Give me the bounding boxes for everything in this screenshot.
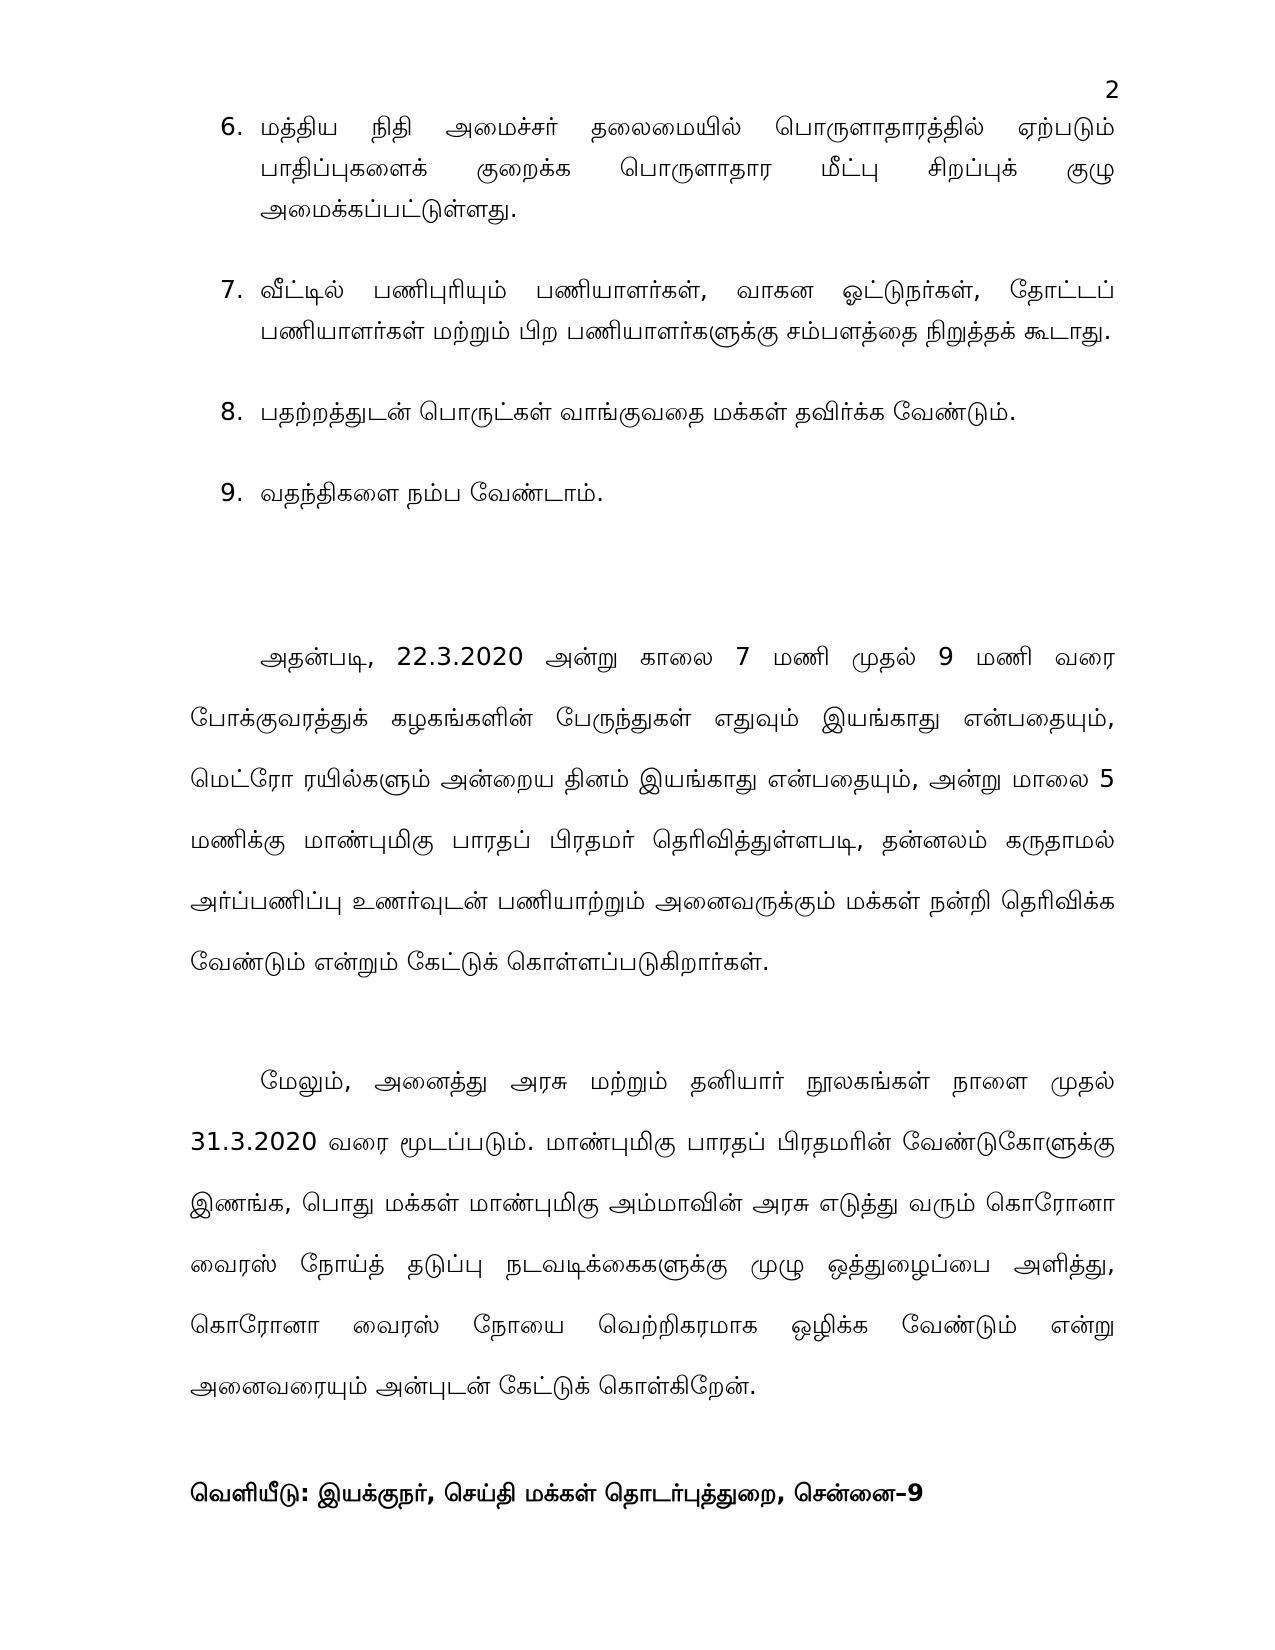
list-item-number: 8. [220, 397, 244, 426]
list-item-number: 6. [220, 112, 244, 141]
list-item-number: 9. [220, 478, 244, 507]
footer-release-line: வெளியீடு: இயக்குநர், செய்தி மக்கள் தொடர்புத்துறை, சென்னை–9 [190, 1479, 924, 1507]
body-paragraph-1: அதன்படி, 22.3.2020 அன்று காலை 7 மணி முதல் 9 மணி வரை போக்குவரத்துக் கழகங்களின் பேருந்துகள் எதுவும் இயங்காது என்பதையும், மெட்ரோ ரயில்களும் அன்றைய தினம் இயங்காது என்பதையும், அன்று மாலை 5 மணிக்கு மாண்புமிகு பாரதப் பிரதமர் தெரிவித்துள்ளபடி, தன்னலம் கருதாமல் அர்ப்பணிப்பு உணர்வுடன் பணியாற்றும் அனைவருக்கும் மக்கள் நன்றி தெரிவிக்க வேண்டும் என்றும் கேட்டுக் கொள்ளப்படுகிறார்கள். [190, 642, 1115, 976]
numbered-list [220, 106, 1115, 513]
body-paragraph-2: மேலும், அனைத்து அரசு மற்றும் தனியார் நூலகங்கள் நாளை முதல் 31.3.2020 வரை மூடப்படும். மாண்புமிகு பாரதப் பிரதமரின் வேண்டுகோளுக்கு இணங்க, பொது மக்கள் மாண்புமிகு அம்மாவின் அரசு எடுத்து வரும் கொரோனா வைரஸ் நோய்த் தடுப்பு நடவடிக்கைகளுக்கு முழு ஒத்துழைப்பை அளித்து, கொரோனா வைரஸ் நோயை வெற்றிகரமாக ஒழிக்க வேண்டும் என்று அனைவரையும் அன்புடன் கேட்டுக் கொள்கிறேன். [190, 1066, 1115, 1400]
list-item-text: வதந்திகளை நம்ப வேண்டாம். [260, 478, 605, 507]
list-item-number: 7. [220, 275, 244, 304]
list-item-text: பதற்றத்துடன் பொருட்கள் வாங்குவதை மக்கள் தவிர்க்க வேண்டும். [260, 397, 1017, 426]
list-item-text: வீட்டில் பணிபுரியும் பணியாளர்கள், வாகன ஓட்டுநர்கள், தோட்டப் பணியாளர்கள் மற்றும் பிற பணியாளர்களுக்கு சம்பளத்தை நிறுத்தக் கூடாது. [260, 275, 1115, 345]
list-item [220, 269, 1115, 351]
list-item [220, 391, 1115, 432]
page-number: 2 [1104, 76, 1120, 104]
list-item [220, 106, 1115, 229]
list-item-text: மத்திய நிதி அமைச்சர் தலைமையில் பொருளாதாரத்தில் ஏற்படும் பாதிப்புகளைக் குறைக்க பொருளாதார மீட்பு சிறப்புக் குழு அமைக்கப்பட்டுள்ளது. [260, 112, 1115, 223]
list-item [220, 472, 1115, 513]
